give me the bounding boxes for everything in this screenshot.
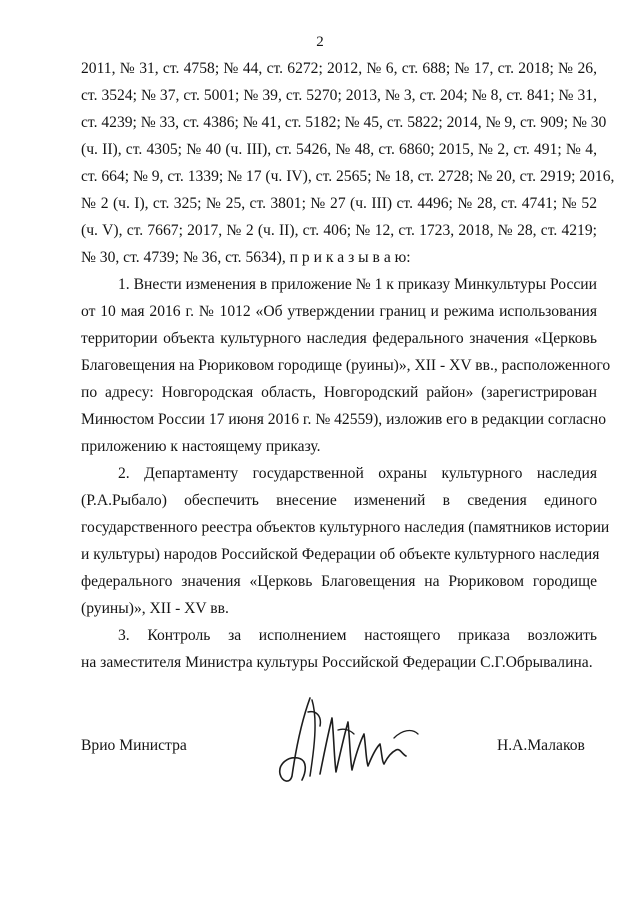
- text-line: ст. 664; № 9, ст. 1339; № 17 (ч. IV), ст. 2565; № 18, ст. 2728; № 20, ст. 2919; 2016,: [81, 168, 615, 185]
- text-line: ст. 4239; № 33, ст. 4386; № 41, ст. 5182; № 45, ст. 5822; 2014, № 9, ст. 909; № 30: [81, 114, 607, 131]
- text-line: (руины)», XII - XV вв.: [81, 600, 229, 617]
- text-line: ст. 3524; № 37, ст. 5001; № 39, ст. 5270; 2013, № 3, ст. 204; № 8, ст. 841; № 31,: [81, 87, 597, 104]
- page-number: 2: [316, 34, 324, 50]
- text-line: (ч. V), ст. 7667; 2017, № 2 (ч. II), ст. 406; № 12, ст. 1723, 2018, № 28, ст. 4219;: [81, 222, 597, 239]
- signatory-name: Н.А.Малаков: [497, 737, 585, 754]
- text-line: по адресу: Новгородская область, Новгородский район» (зарегистрирован: [81, 384, 597, 401]
- paragraph-2-start: 2. Департаменту государственной охраны культурного наследия: [118, 465, 597, 482]
- text-line: на заместителя Министра культуры Российской Федерации С.Г.Обрывалина.: [81, 654, 593, 671]
- text-line: территории объекта культурного наследия федерального значения «Церковь: [81, 330, 597, 347]
- text-line: 2011, № 31, ст. 4758; № 44, ст. 6272; 2012, № 6, ст. 688; № 17, ст. 2018; № 26,: [81, 60, 597, 77]
- text-line: № 30, ст. 4739; № 36, ст. 5634), п р и к а з ы в а ю:: [81, 249, 411, 266]
- text-line: и культуры) народов Российской Федерации об объекте культурного наследия: [81, 546, 600, 563]
- text-line: (ч. II), ст. 4305; № 40 (ч. III), ст. 5426, № 48, ст. 6860; 2015, № 2, ст. 491; № 4,: [81, 141, 597, 158]
- paragraph-3-start: 3. Контроль за исполнением настоящего приказа возложить: [118, 627, 597, 644]
- text-line: Минюстом России 17 июня 2016 г. № 42559), изложив его в редакции согласно: [81, 411, 607, 428]
- text-line: федерального значения «Церковь Благовещения на Рюриковом городище: [81, 573, 597, 590]
- text-line: № 2 (ч. I), ст. 325; № 25, ст. 3801; № 27 (ч. III) ст. 4496; № 28, ст. 4741; № 52: [81, 195, 597, 212]
- handwritten-signature: [262, 690, 432, 790]
- text-line: государственного реестра объектов культурного наследия (памятников истории: [81, 519, 610, 536]
- signatory-position: Врио Министра: [81, 737, 187, 754]
- text-line: от 10 мая 2016 г. № 1012 «Об утверждении границ и режима использования: [81, 303, 597, 320]
- text-line: (Р.А.Рыбало) обеспечить внесение изменений в сведения единого: [81, 492, 597, 509]
- paragraph-1-start: 1. Внести изменения в приложение № 1 к приказу Минкультуры России: [118, 276, 597, 293]
- text-line: приложению к настоящему приказу.: [81, 438, 321, 455]
- text-line: Благовещения на Рюриковом городище (руины)», XII - XV вв., расположенного: [81, 357, 611, 374]
